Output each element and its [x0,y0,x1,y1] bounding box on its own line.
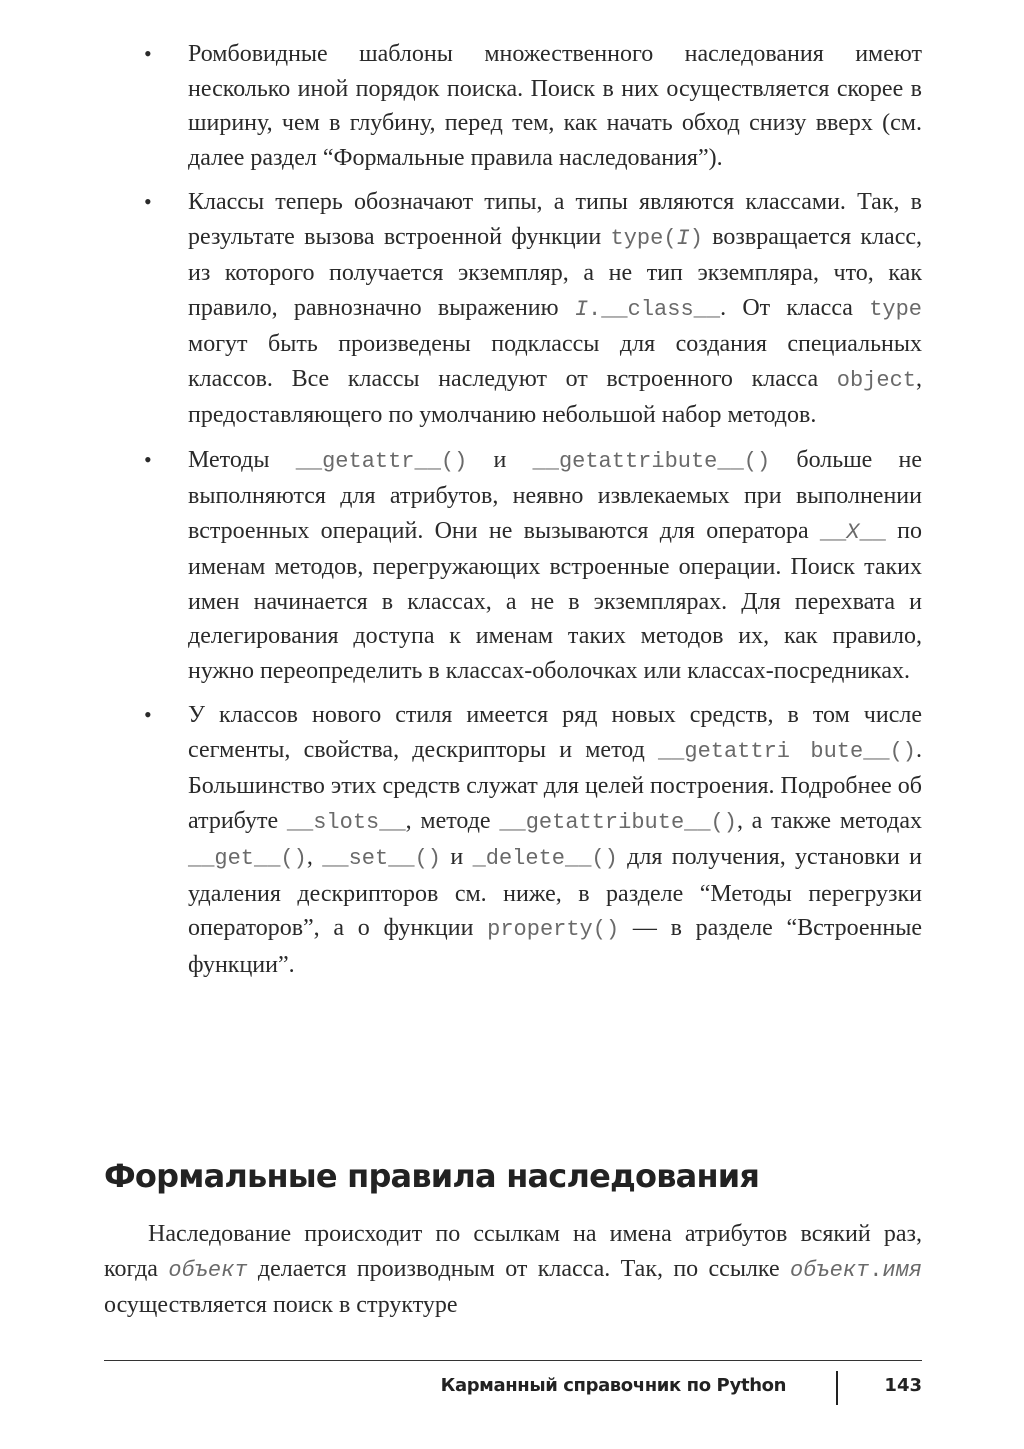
bullet-text: , а также методах [736,807,922,834]
inline-code: .__class__ [588,296,721,322]
inline-code: ) [689,225,703,251]
body-text: делается производным от класса. Так, по ссылке [247,1255,790,1282]
inline-code: . [869,1257,883,1283]
footer-divider [104,1360,922,1361]
bullet-text: могут быть произведены подклассы для создания специальных классов. Все классы наследуют от встроенного класса [188,331,922,392]
inline-code-italic: объект [789,1257,870,1283]
inline-code-italic: I [676,225,690,251]
body-paragraph [104,1217,922,1323]
body-text: Наследование происходит по ссылкам на имена атрибутов всякий раз, когда [104,1221,922,1282]
bullet-text: Ромбовидные шаблоны множественного наследования имеют несколько иной порядок поиска. Поиск в них осуществляется скорее в ширину, чем в глубину, перед тем, как начать обход снизу вверх (см. далее раздел “Формальные правила наследования”). [188,41,922,171]
list-item [188,698,922,982]
bullet-text: больше не выполняются для атрибутов, неявно извлекаемых при выполнении встроенных операций. Они не вызываются для оператора [188,446,923,544]
bullet-text: , предоставляющего по умолчанию небольшой набор методов. [188,365,922,428]
inline-code: type( [610,225,677,251]
footer-book-title: Карманный справочник по Python [440,1375,786,1396]
list-item [188,443,922,689]
bullet-text: Классы теперь обозначают типы, а типы являются классами. Так, в результате вызова встроенной функции [188,189,922,250]
inline-code: __get__() [188,846,307,871]
inline-code: object [836,367,916,393]
inline-code: __slots__ [286,809,406,835]
list-item [188,37,922,175]
inline-code: __ [819,519,847,545]
bullet-text: — в разделе “Встроенные функции”. [188,915,923,978]
body-text: осуществляется поиск в структуре [104,1292,458,1318]
inline-code: __ [859,519,886,545]
inline-code: __getattr__() [295,448,468,474]
inline-code-italic: X [846,519,860,545]
bullet-text: возвращается класс, из которого получается экземпляр, а не тип экземпляра, что, как правило, равнозначно выражению [188,223,923,321]
inline-code: property() [487,917,620,942]
inline-code: __getattribute__() [499,809,737,835]
bullet-text: Методы [188,446,296,473]
inline-code-italic: имя [882,1257,923,1283]
inline-code-italic: объект [168,1257,248,1283]
inline-code: _delete__() [472,846,618,871]
inline-code: __getattri bute__() [657,738,916,764]
bullet-text: , [306,844,323,870]
bullet-text: . От класса [720,294,870,321]
bullet-text: . Большинство этих средств служат для целей построения. Подробнее об атрибуте [188,736,922,834]
inline-code-italic: I [574,296,589,322]
bullet-text: и [441,844,473,870]
section-heading: Формальные правила наследования [104,1157,760,1195]
footer-separator [836,1371,838,1405]
bullet-list [188,37,922,992]
bullet-text: для получения, установки и удаления дескрипторов см. ниже, в разделе “Методы перегрузки операторов”, а о функции [188,844,923,941]
list-item [188,185,922,433]
bullet-text: У классов нового стиля имеется ряд новых средств, в том числе сегменты, свойства, дескрипторы и метод [188,702,922,763]
bullet-text: и [467,446,533,473]
inline-code: __set__() [322,846,442,871]
inline-code: __getattribute__() [532,448,771,474]
bullet-text: , методе [405,807,500,834]
inline-code: type [869,296,923,322]
bullet-text: по именам методов, перегружающих встроенные операции. Поиск таких имен начинается в классах, а не в экземплярах. Для перехвата и делегирования доступа к именам таких методов их, как правило, нужно переопределить в классах-оболочках или классах-посредниках. [188,517,922,684]
page-number: 143 [884,1375,922,1396]
